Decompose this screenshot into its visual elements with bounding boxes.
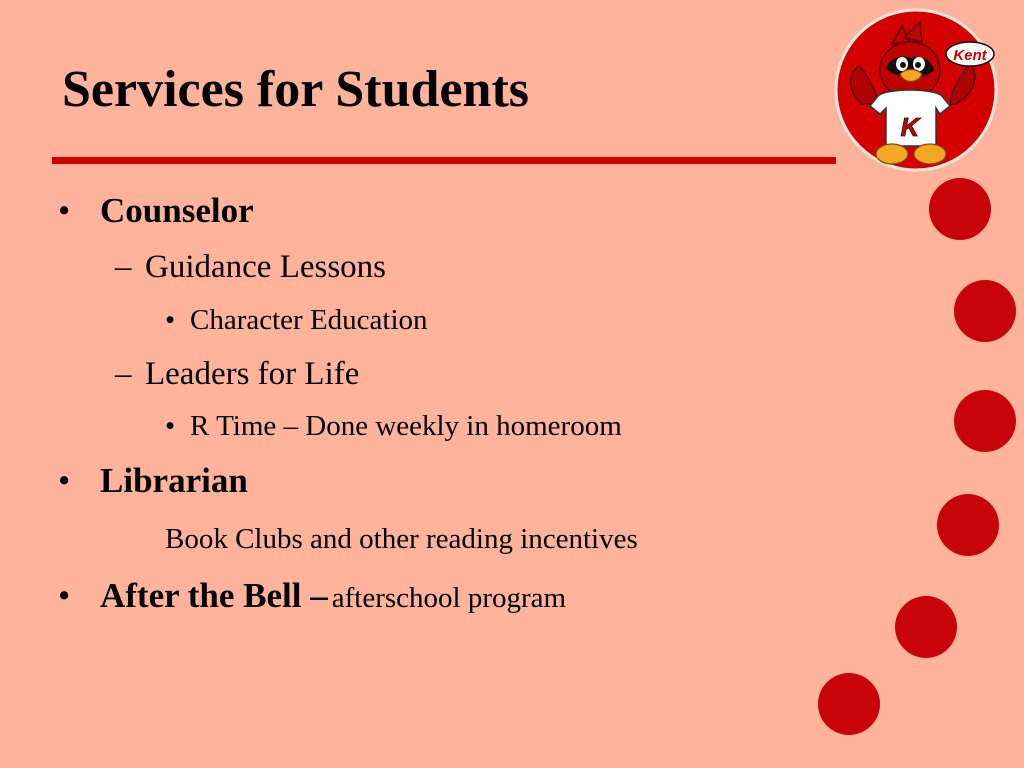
leaders-label: Leaders for Life: [145, 356, 360, 392]
decorative-dot: [895, 596, 957, 658]
sub-bullet-guidance: [115, 251, 386, 284]
slide-title: Services for Students: [62, 61, 530, 118]
decorative-dot: [937, 494, 999, 556]
title-underline: [52, 157, 836, 164]
dash-glyph: –: [115, 356, 132, 392]
librarian-label: Librarian: [100, 461, 248, 500]
logo-badge-text: Kent: [953, 47, 987, 64]
character-education-text: Character Education: [190, 304, 428, 336]
rtime-text: R Time – Done weekly in homeroom: [190, 410, 622, 442]
bullet-after-the-bell: [58, 578, 566, 613]
decorative-dot: [818, 673, 880, 735]
bullet-librarian: [58, 463, 248, 498]
after-bell-detail: afterschool program: [331, 582, 567, 614]
bullet-counselor: [58, 193, 254, 228]
bullet-glyph: •: [58, 576, 71, 615]
bullet-glyph: •: [165, 410, 176, 442]
logo-shirt-letter: K: [900, 112, 920, 142]
sub-bullet-leaders: [115, 358, 359, 391]
dash-glyph: –: [115, 249, 132, 285]
decorative-dot: [954, 390, 1016, 452]
after-bell-label: After the Bell –: [100, 576, 328, 615]
bullet-glyph: •: [165, 304, 176, 336]
sub-sub-bullet-character: [165, 306, 428, 335]
kent-cardinal-logo: [830, 8, 1000, 172]
guidance-label: Guidance Lessons: [145, 249, 387, 285]
librarian-detail: Book Clubs and other reading incentives: [165, 523, 638, 555]
sub-sub-bullet-rtime: [165, 412, 622, 441]
decorative-dot: [929, 178, 991, 240]
decorative-dot: [954, 280, 1016, 342]
counselor-label: Counselor: [100, 191, 254, 230]
bullet-glyph: •: [58, 461, 71, 500]
bullet-glyph: •: [58, 191, 71, 230]
